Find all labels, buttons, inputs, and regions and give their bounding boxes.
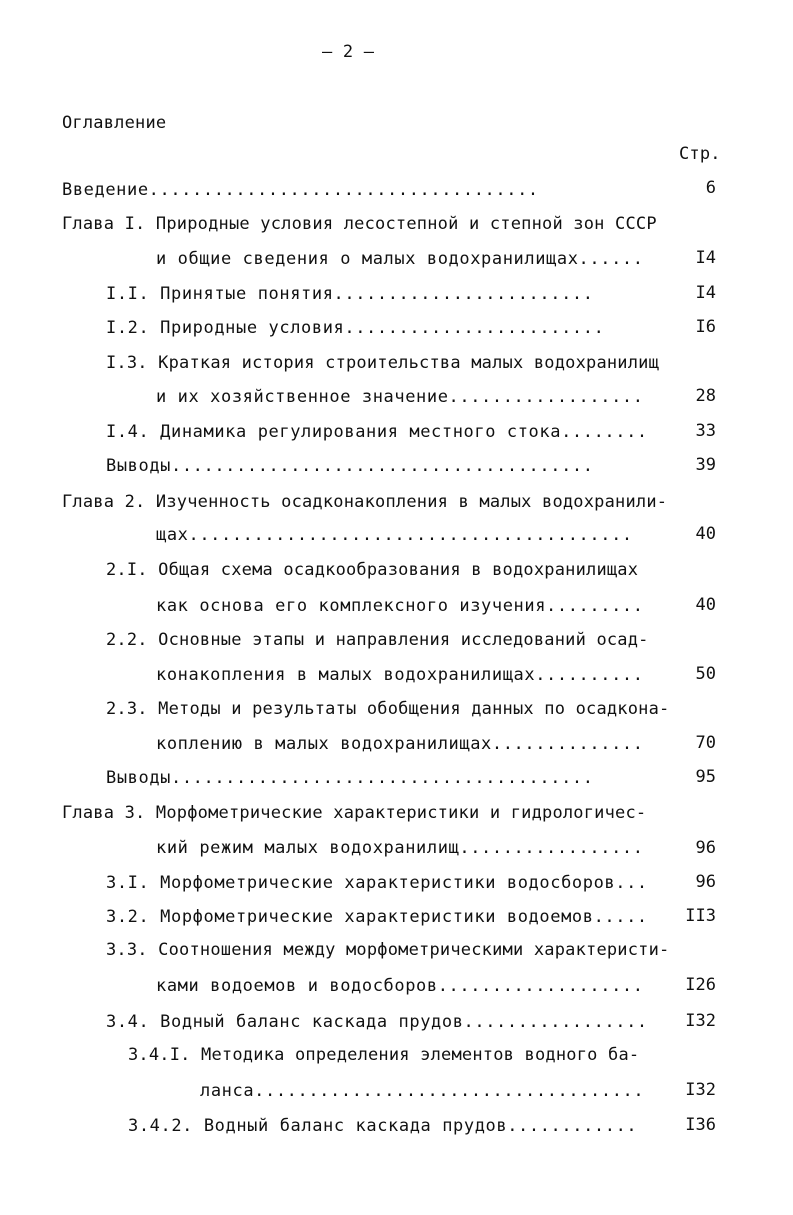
toc-entry-text: ками водоемов и водосборов................... [156,976,644,996]
toc-entry-page: I36 [685,1115,716,1135]
toc-entry-text: I.2. Природные условия........................ [106,318,605,338]
toc-entry-text: коплению в малых водохранилищах.............. [156,734,644,754]
toc-entry-text: 3.I. Морфометрические характеристики водосборов... [106,873,648,893]
toc-entry-page: II3 [685,906,716,926]
toc-entry-page: 39 [695,455,716,475]
toc-entry-text: 3.2. Морфометрические характеристики водоемов..... [106,907,648,927]
toc-entry-text: Глава I. Природные условия лесостепной и степной зон СССР [62,214,657,234]
toc-entry-text: Выводы....................................... [106,768,594,788]
toc-entry-text: I.3. Краткая история строительства малых водохранилищ [106,353,660,373]
toc-entry-page: 50 [695,664,716,684]
toc-entry-text: конакопления в малых водохранилищах.......... [156,665,644,685]
toc-entry-page: I6 [695,317,716,337]
toc-entry-page: 40 [695,524,716,544]
toc-entry-page: 95 [695,767,716,787]
toc-entry-text: как основа его комплексного изучения......... [156,596,644,616]
toc-entry-page: 96 [695,872,716,892]
toc-entry-text: I.I. Принятые понятия........................ [106,284,594,304]
toc-entry-text: 3.3. Соотношения между морфометрическими характеристи- [106,940,670,960]
toc-entry-text: I.4. Динамика регулирования местного стока........ [106,422,648,442]
toc-entry-text: и общие сведения о малых водохранилищах...... [156,249,644,269]
toc-entry-page: I4 [695,283,716,303]
toc-entry-page: 70 [695,733,716,753]
toc-entry-page: I26 [685,975,716,995]
toc-entry-text: Глава 3. Морфометрические характеристики и гидрологичес- [62,803,647,823]
toc-entry-text: и их хозяйственное значение.................. [156,387,644,407]
toc-entry-text: ланса.................................... [200,1081,645,1101]
toc-entry-text: 3.4.I. Методика определения элементов водного ба- [128,1045,640,1065]
toc-entry-text: 2.3. Методы и результаты обобщения данных по осадкона- [106,699,670,719]
page-column-label: Стр. [679,144,721,164]
toc-entry-page: I4 [695,248,716,268]
toc-entry-text: 3.4. Водный баланс каскада прудов................. [106,1012,648,1032]
toc-entry-text: Выводы....................................... [106,456,594,476]
toc-entry-page: 40 [695,595,716,615]
toc-entry-page: 33 [695,421,716,441]
toc-title: Оглавление [62,113,167,133]
toc-entry-page: 28 [695,386,716,406]
page-number: – 2 – [322,42,375,62]
toc-entry-text: Введение.................................... [62,180,539,200]
toc-entry-text: 2.I. Общая схема осадкообразования в водохранилищах [106,560,639,580]
toc-entry-text: 2.2. Основные этапы и направления исследований осад- [106,630,649,650]
toc-entry-text: кий режим малых водохранилищ................. [156,838,644,858]
toc-entry-text: 3.4.2. Водный баланс каскада прудов............ [128,1116,638,1136]
toc-entry-text: щах......................................... [156,525,633,545]
toc-entry-text: Глава 2. Изученность осадконакопления в малых водохранили- [62,492,668,512]
toc-entry-page: I32 [685,1011,716,1031]
toc-entry-page: 96 [695,838,716,858]
toc-entry-page: 6 [705,178,716,198]
toc-entry-page: I32 [685,1080,716,1100]
